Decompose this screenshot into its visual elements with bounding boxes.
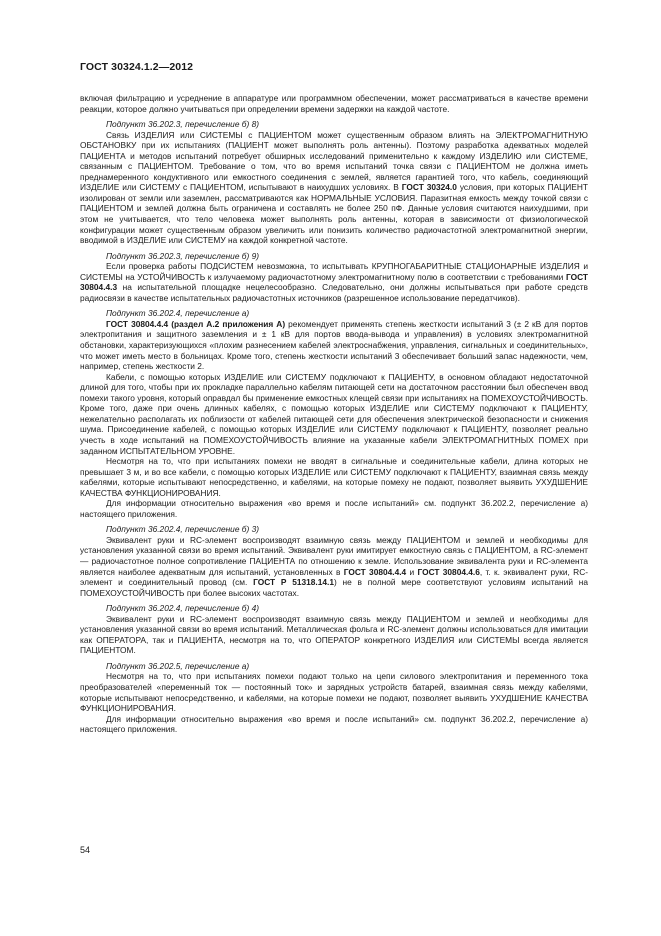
text-run: Подпункт 36.202.5, перечисление а) (106, 660, 250, 671)
body-paragraph (80, 671, 588, 713)
text-run: Эквивалент руки и RC-элемент воспроизводят взаимную связь между ПАЦИЕНТОМ и землей и необходимы для установления указанной связи во время испытаний. Эквивалент руки имитирует емкостную связь с ПАЦИЕНТОМ, а RC-элемент — радиочастотное полное сопротивление ПАЦИЕНТА по отношению к земле. Использование эквивалента руки и RC-элемента является наиболее адекватным для испытаний, установленных в (80, 534, 588, 577)
text-run: и (406, 566, 418, 577)
body-paragraph (80, 261, 588, 303)
standard-reference: ГОСТ 30804.4.4 (343, 566, 407, 577)
text-run: ) не в полной мере соответствуют условиям испытаний на ПОМЕХОУСТОЙЧИВОСТЬ при более высоких частотах. (80, 577, 589, 598)
standard-reference: ГОСТ 30804.4.6 (417, 566, 480, 577)
body-paragraph (80, 714, 588, 735)
page-header-title: ГОСТ 30324.1.2—2012 (80, 61, 194, 73)
subclause-heading (80, 524, 588, 535)
text-run: Для информации относительно выражения «во время и после испытаний» см. подпункт 36.202.2, перечисление а) настоящего приложения. (80, 498, 588, 519)
text-run: на испытательной площадке нецелесообразно. Следовательно, они должны испытываться при работе средств радиосвязи в качестве испытательных радиочастотных источников (разрешенное использование передатчиков). (80, 282, 588, 303)
subclause-heading (80, 308, 588, 319)
text-run: условия, при которых ПАЦИЕНТ изолирован от земли или заземлен, рассматриваются как НОРМАЛЬНЫЕ УСЛОВИЯ. Паразитная емкость между точкой связи с ПАЦИЕНТОМ и землей должна быть ограничена и составлять не более 250 пФ. Данные условия считаются наихудшими, при этом не учитывается, что тело человека может выполнять роль антенны, которая в зависимости от физиологической конфигурации может существенным образом увеличить или понизить количество радиочастотной электромагнитной энергии, вводимой в ИЗДЕЛИЕ или СИСТЕМУ на каждой конкретной частоте. (80, 182, 588, 246)
text-run: Подпункт 36.202.3, перечисление б) 8) (106, 119, 259, 130)
text-run: , т. к. эквивалент руки, RC-элемент и соединительный провод (см. (80, 566, 588, 588)
text-run: Подпункт 36.202.4, перечисление а) (106, 308, 250, 319)
body-paragraph (80, 456, 588, 498)
page-number: 54 (80, 845, 91, 855)
standard-reference: ГОСТ 30804.4.3 (80, 271, 588, 293)
text-run: включая фильтрацию и усреднение в аппаратуре или программном обеспечении, может рассматриваться в качестве времени реакции, которое должно учитываться при определении времени задержки на каждой частоте. (80, 93, 588, 114)
standard-reference: ГОСТ 30324.0 (401, 182, 457, 193)
body-paragraph (80, 614, 588, 656)
body-paragraph (80, 535, 588, 598)
text-run: Кабели, с помощью которых ИЗДЕЛИЕ или СИСТЕМУ подключают к ПАЦИЕНТУ, в основном обладают недостаточной длиной для того, чтобы при их прокладке параллельно кабелям питающей сети на достаточном расстоянии был обеспечен ввод помехи такого уровня, который оправдал бы применение емкостных клещей связи при испытаниях на ПОМЕХОУСТОЙЧИВОСТЬ. Кроме того, даже при очень длинных кабелях, с помощью которых ИЗДЕЛИЕ или СИСТЕМУ подключают к ПАЦИЕНТУ, нежелательно располагать их поблизости от кабелей питающей сети для обеспечения электрической безопасности и снижения шума. Присоединение кабелей, с помощью которых ИЗДЕЛИЕ или СИСТЕМУ подключают к ПАЦИЕНТУ, позволяет реально учесть в ходе испытаний на ПОМЕХОУСТОЙЧИВОСТЬ влияние на указанные кабели ЭЛЕКТРОМАГНИТНЫХ ПОМЕХ при заданном ИСПЫТАТЕЛЬНОМ УРОВНЕ. (80, 371, 588, 456)
text-run: Эквивалент руки и RC-элемент воспроизводят взаимную связь между ПАЦИЕНТОМ и землей и необходимы для установления указанной связи во время испытаний. Металлическая фольга и RC-элемент должны использоваться для имитации как ОПЕРАТОРА, так и ПАЦИЕНТА, несмотря на то, что ОПЕРАТОР конкретного ИЗДЕЛИЯ или СИСТЕМЫ всегда является ПАЦИЕНТОМ. (80, 613, 588, 656)
standard-reference: ГОСТ 30804.4.4 (раздел А.2 приложения А) (106, 318, 286, 329)
text-run: Подпункт 36.202.3, перечисление б) 9) (106, 250, 259, 261)
body-paragraph (80, 93, 588, 114)
text-run: Подпункт 36.202.4, перечисление б) 4) (106, 603, 259, 614)
body-paragraph (80, 372, 588, 456)
text-run: рекомендует применять степень жесткости испытаний 3 (± 2 кВ для портов электропитания и защитного заземления и ± 1 кВ для портов ввода-вывода и управления) в условиях электромагнитной обстановки, характеризующихся «плохим разнесением кабелей электроснабжения, управления, сигнальных и соединительных», что может иметь место в больницах. Кроме того, степень жесткости испытаний 3 обеспечивает больший запас надежности, чем, например, степень жесткости 2. (80, 318, 588, 372)
body-paragraph (80, 498, 588, 519)
document-body (80, 93, 588, 735)
text-run: Подпункт 36.202.4, перечисление б) 3) (106, 524, 259, 535)
body-paragraph (80, 130, 588, 246)
body-paragraph (80, 319, 588, 372)
text-run: Для информации относительно выражения «во время и после испытаний» см. подпункт 36.202.2, перечисление а) настоящего приложения. (80, 713, 588, 735)
standard-reference: ГОСТ Р 51318.14.1 (253, 577, 334, 588)
subclause-heading (80, 251, 588, 262)
text-run: Несмотря на то, что при испытаниях помехи не вводят в сигнальные и соединительные кабели, длина которых не превышает 3 м, и во все кабели, с помощью которых ИЗДЕЛИЕ или СИСТЕМУ подключают к ПАЦИЕНТУ, взаимная связь между кабелями, которые испытывают непосредственно, и кабелями, на которые помеху не подают, позволяет выявить УХУДШЕНИЕ КАЧЕСТВА ФУНКЦИОНИРОВАНИЯ. (80, 456, 588, 498)
text-run: Связь ИЗДЕЛИЯ или СИСТЕМЫ с ПАЦИЕНТОМ может существенным образом влиять на ЭЛЕКТРОМАГНИТНУЮ ОБСТАНОВКУ при их испытаниях (ПАЦИЕНТ может выполнять роль антенны). Поэтому разработка адекватных моделей ПАЦИЕНТА и методов испытаний потребует обширных исследований применительно к каждому ИЗДЕЛИЮ или СИСТЕМЕ, связанным с ПАЦИЕНТОМ. Требование о том, что во время испытаний точка связи с ПАЦИЕНТОМ не должна иметь преднамеренного кондуктивного или емкостного соединения с землей, является гарантией того, что кабель, соединяющий ИЗДЕЛИЕ или СИСТЕМУ с ПАЦИЕНТОМ, испытывают в наихудших условиях. В (80, 129, 588, 193)
text-run: Если проверка работы ПОДСИСТЕМ невозможна, то испытывать КРУПНОГАБАРИТНЫЕ СТАЦИОНАРНЫЕ ИЗДЕЛИЯ и СИСТЕМЫ на УСТОЙЧИВОСТЬ к излучаемому радиочастотному электромагнитному полю в соответствии с требованиями (80, 261, 588, 282)
subclause-heading (80, 603, 588, 614)
subclause-heading (80, 119, 588, 130)
text-run: Несмотря на то, что при испытаниях помехи подают только на цепи силового электропитания и переменного тока преобразователей «переменный ток — постоянный ток» и зарядных устройств батарей, взаимная связь между кабелями, которые испытывают непосредственно, и кабелями, на которые помехи не подают, позволяет выявить УХУДШЕНИЕ КАЧЕСТВА ФУНКЦИОНИРОВАНИЯ. (80, 671, 588, 714)
subclause-heading (80, 661, 588, 672)
